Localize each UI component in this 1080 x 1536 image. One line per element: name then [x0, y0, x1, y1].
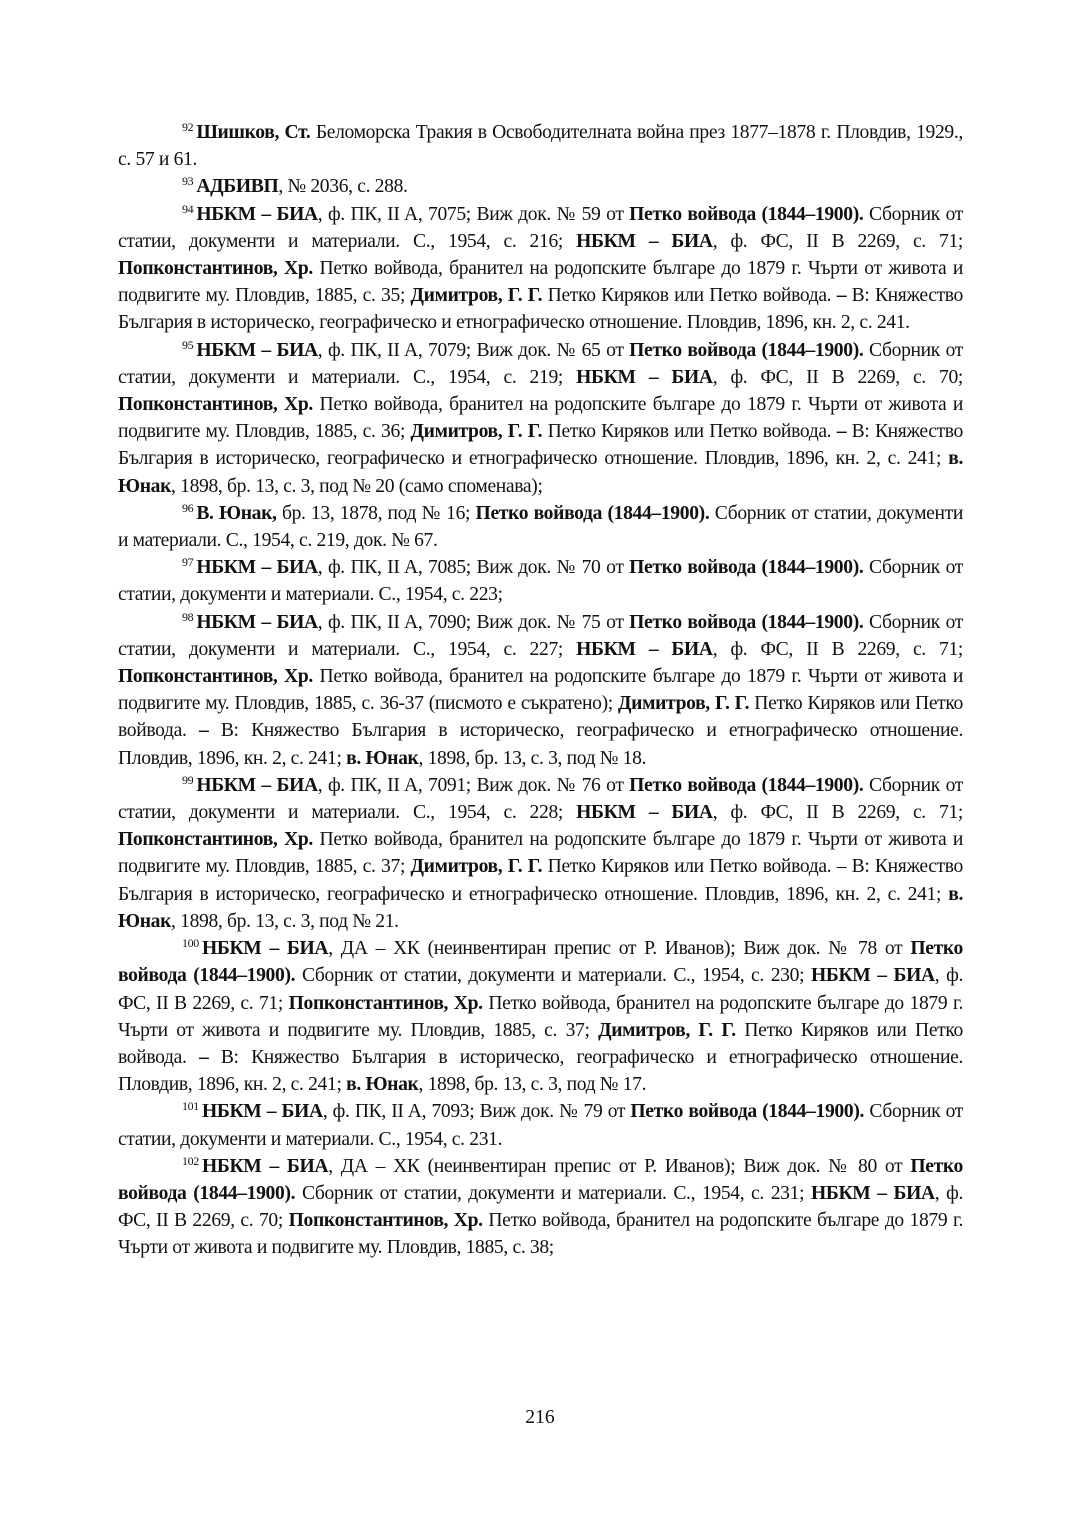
footnote-98 — [118, 609, 963, 772]
footnote-bold-text: НБКМ – БИА — [810, 1182, 935, 1204]
footnote-bold-text: Петко войвода (1844–1900). — [118, 938, 963, 987]
footnote-bold-text: Попконстантинов, Хр. — [288, 992, 483, 1014]
footnote-text: В: Княжество България в историческо, географическо и етнографическо отношение. Пловдив, 1896, кн. 2, с. 241; — [118, 720, 963, 769]
footnote-96 — [118, 500, 963, 554]
footnote-bold-text: В. Юнак, — [196, 502, 277, 524]
page-number: 216 — [525, 1407, 555, 1428]
footnote-bold-text: Димитров, Г. Г. — [410, 856, 543, 878]
footnote-text: Петко войвода, бранител на родопските българе до 1879 г. Чърти от живота и подвигите му. Пловдив, 1885, с. 38; — [118, 1210, 964, 1259]
footnote-bold-text: Петко войвода (1844–1900). — [629, 774, 864, 796]
footnote-95 — [118, 337, 963, 500]
footnote-bold-text: Петко войвода (1844–1900). — [118, 1155, 963, 1204]
footnotes-block — [118, 119, 963, 1262]
footnote-bold-text: – — [198, 720, 209, 742]
footnote-94 — [118, 201, 963, 337]
footnote-text: Петко войвода, бранител на родопските българе до 1879 г. Чърти от живота и подвигите му. Пловдив, 1885, с. 36; — [118, 394, 963, 443]
footnote-text: В: Княжество България в историческо, географическо и етнографическо отношение. Пловдив, 1896, кн. 2, с. 241; — [118, 421, 963, 470]
footnote-99 — [118, 772, 963, 935]
footnote-text: , ф. ПК, II A, 7075; Виж док. № 59 от — [317, 203, 630, 225]
footnote-bold-text: Димитров, Г. Г. — [618, 693, 750, 715]
footnote-bold-text: НБКМ – БИА — [576, 230, 713, 252]
footnote-bold-text: Попконстантинов, Хр. — [118, 829, 313, 851]
footnote-text: Петко Киряков или Петко войвода. — [542, 421, 837, 443]
footnote-text: Сборник от статии, документи и материали. С., 1954, с. 231; — [295, 1182, 811, 1204]
footnote-bold-text: АДБИВП — [196, 176, 279, 198]
footnote-text: Петко Киряков или Петко войвода. — [542, 285, 837, 307]
footnote-text: В: Княжество България в историческо, географическо и етнографическо отношение. Пловдив, 1896, кн. 2, с. 241; — [118, 1046, 963, 1096]
footnote-text: Сборник от статии, документи и материали. С., 1954, с. 223; — [118, 557, 963, 606]
footnote-bold-text: Димитров, Г. Г. — [598, 1019, 736, 1041]
footnote-bold-text: Попконстантинов, Хр. — [118, 258, 313, 280]
footnote-bold-text: Петко войвода (1844–1900). — [630, 1101, 865, 1123]
footnote-bold-text: НБКМ – БИА — [810, 965, 935, 987]
footnote-number: 92 — [182, 120, 194, 134]
footnote-102 — [118, 1153, 963, 1262]
footnote-text: , ф. ПК, II A, 7090; Виж док. № 75 от — [317, 611, 630, 633]
footnote-text: бр. 13, 1878, под № 16; — [276, 502, 476, 524]
footnote-number: 96 — [182, 500, 194, 515]
footnote-text: , ф. ФС, II B 2269, с. 71; — [712, 230, 964, 252]
footnote-bold-text: – — [836, 285, 847, 307]
footnote-number: 94 — [182, 201, 194, 216]
footnote-bold-text: Попконстантинов, Хр. — [118, 394, 313, 416]
footnote-bold-text: Попконстантинов, Хр. — [118, 666, 313, 688]
footnote-number: 100 — [182, 936, 199, 951]
footnote-text: , ф. ФС, II B 2269, с. 70; — [118, 1182, 963, 1232]
footnote-bold-text: Петко войвода (1844–1900). — [629, 339, 864, 361]
footnote-bold-text: НБКМ – БИА — [576, 366, 713, 388]
footnote-text: , ф. ПК, II A, 7085; Виж док. № 70 от — [317, 557, 630, 579]
footnote-text: Сборник от статии, документи и материали. С., 1954, с. 219, док. № 67. — [118, 502, 963, 552]
footnote-bold-text: Петко войвода (1844–1900). — [629, 557, 864, 579]
footnote-text: Петко Киряков или Петко войвода. — [118, 693, 963, 742]
footnote-bold-text: в. Юнак — [346, 1074, 419, 1096]
footnote-bold-text: НБКМ – БИА — [196, 203, 318, 225]
footnote-text: Петко войвода, бранител на родопските българе до 1879 г. Чърти от живота и подвигите му. Пловдив, 1885, с. 37; — [118, 992, 964, 1041]
footnote-number: 101 — [182, 1099, 199, 1114]
footnote-text: , ДА – ХК (неинвентиран препис от Р. Иванов); Виж док. № 78 от — [328, 938, 911, 960]
footnote-92 — [118, 119, 963, 173]
footnote-text: Беломорска Тракия в Освободителната война през 1877–1878 г. Пловдив, 1929., с. 57 и 61. — [118, 122, 963, 171]
footnote-number: 93 — [182, 174, 194, 189]
footnote-text: , 1898, бр. 13, с. 3, под № 17. — [418, 1074, 647, 1096]
footnote-text: Сборник от статии, документи и материали. С., 1954, с. 227; — [118, 611, 963, 660]
footnote-bold-text: Димитров, Г. Г. — [410, 421, 543, 443]
footnote-bold-text: НБКМ – БИА — [196, 611, 318, 633]
footnote-93 — [118, 173, 963, 200]
footnote-text: , ф. ПК, II A, 7093; Виж док. № 79 от — [322, 1101, 631, 1123]
footnote-number: 95 — [182, 337, 194, 352]
footnote-text: , ф. ФС, II B 2269, с. 71; — [712, 638, 964, 660]
footnote-text: Петко войвода, бранител на родопските българе до 1879 г. Чърти от живота и подвигите му. Пловдив, 1885, с. 36-37 (писмото е съкратено); — [118, 666, 963, 715]
footnote-100 — [118, 935, 963, 1098]
footnote-text: Сборник от статии, документи и материали. С., 1954, с. 216; — [118, 203, 963, 252]
footnote-97 — [118, 554, 963, 608]
footnote-text: Сборник от статии, документи и материали. С., 1954, с. 219; — [118, 339, 963, 388]
footnote-text: Петко войвода, бранител на родопските българе до 1879 г. Чърти от живота и подвигите му. Пловдив, 1885, с. 37; — [118, 829, 963, 878]
footnote-bold-text: НБКМ – БИА — [576, 638, 713, 660]
footnote-bold-text: НБКМ – БИА — [201, 1101, 323, 1123]
footnote-bold-text: НБКМ – БИА — [201, 1155, 329, 1177]
footnote-bold-text: – — [198, 1046, 209, 1068]
footnote-bold-text: в. Юнак — [118, 883, 963, 932]
footnote-bold-text: в. Юнак — [346, 747, 419, 769]
footnote-text: Сборник от статии, документи и материали. С., 1954, с. 231. — [118, 1101, 963, 1150]
footnote-text: Сборник от статии, документи и материали. С., 1954, с. 228; — [118, 774, 963, 824]
footnote-text: , 1898, бр. 13, с. 3, под № 20 (само споменава); — [171, 475, 543, 497]
footnote-text: , ф. ФС, II B 2269, с. 70; — [712, 366, 964, 388]
footnote-number: 102 — [182, 1153, 199, 1168]
footnote-number: 98 — [182, 609, 194, 624]
footnote-bold-text: НБКМ – БИА — [196, 774, 318, 796]
footnote-text: , № 2036, с. 288. — [278, 176, 408, 198]
footnote-number: 99 — [182, 772, 194, 787]
footnote-text: , ф. ПК, II A, 7079; Виж док. № 65 от — [317, 339, 630, 361]
footnote-text: Сборник от статии, документи и материали. С., 1954, с. 230; — [295, 965, 811, 987]
footnote-bold-text: НБКМ – БИА — [196, 339, 318, 361]
footnote-text: , ДА – ХК (неинвентиран препис от Р. Иванов); Виж док. № 80 от — [328, 1155, 911, 1177]
footnote-text: , ф. ПК, II A, 7091; Виж док. № 76 от — [317, 774, 630, 796]
footnote-101 — [118, 1098, 963, 1152]
footnote-text: , 1898, бр. 13, с. 3, под № 18. — [418, 747, 647, 769]
footnote-bold-text: Димитров, Г. Г. — [410, 285, 543, 307]
footnote-bold-text: НБКМ – БИА — [196, 557, 318, 579]
footnote-text: В: Княжество България в историческо, географическо и етнографическо отношение. Пловдив, 1896, кн. 2, с. 241. — [118, 285, 963, 334]
footnote-bold-text: НБКМ – БИА — [576, 802, 713, 824]
footnote-text: , ф. ФС, II B 2269, с. 71; — [712, 802, 964, 824]
footnote-bold-text: НБКМ – БИА — [201, 938, 329, 960]
footnote-text: Петко Киряков или Петко войвода. – В: Княжество България в историческо, географическо и етнографическо отношение. Пловдив, 1896, кн. 2, с. 241; — [118, 856, 963, 905]
footnote-bold-text: Попконстантинов, Хр. — [288, 1210, 483, 1232]
footnote-bold-text: – — [836, 421, 847, 443]
footnote-bold-text: в. Юнак — [118, 448, 963, 497]
footnote-text: Петко Киряков или Петко войвода. — [118, 1019, 964, 1068]
footnote-number: 97 — [182, 555, 194, 570]
footnote-bold-text: Шишков, Ст. — [196, 122, 311, 143]
footnote-text: , 1898, бр. 13, с. 3, под № 21. — [171, 910, 399, 932]
footnote-bold-text: Петко войвода (1844–1900). — [475, 502, 710, 524]
footnote-bold-text: Петко войвода (1844–1900). — [629, 203, 864, 225]
footnote-text: Петко войвода, бранител на родопските българе до 1879 г. Чърти от живота и подвигите му. Пловдив, 1885, с. 35; — [118, 258, 963, 307]
footnote-bold-text: Петко войвода (1844–1900). — [629, 611, 864, 633]
footnote-text: , ф. ФС, II B 2269, с. 71; — [118, 965, 963, 1014]
